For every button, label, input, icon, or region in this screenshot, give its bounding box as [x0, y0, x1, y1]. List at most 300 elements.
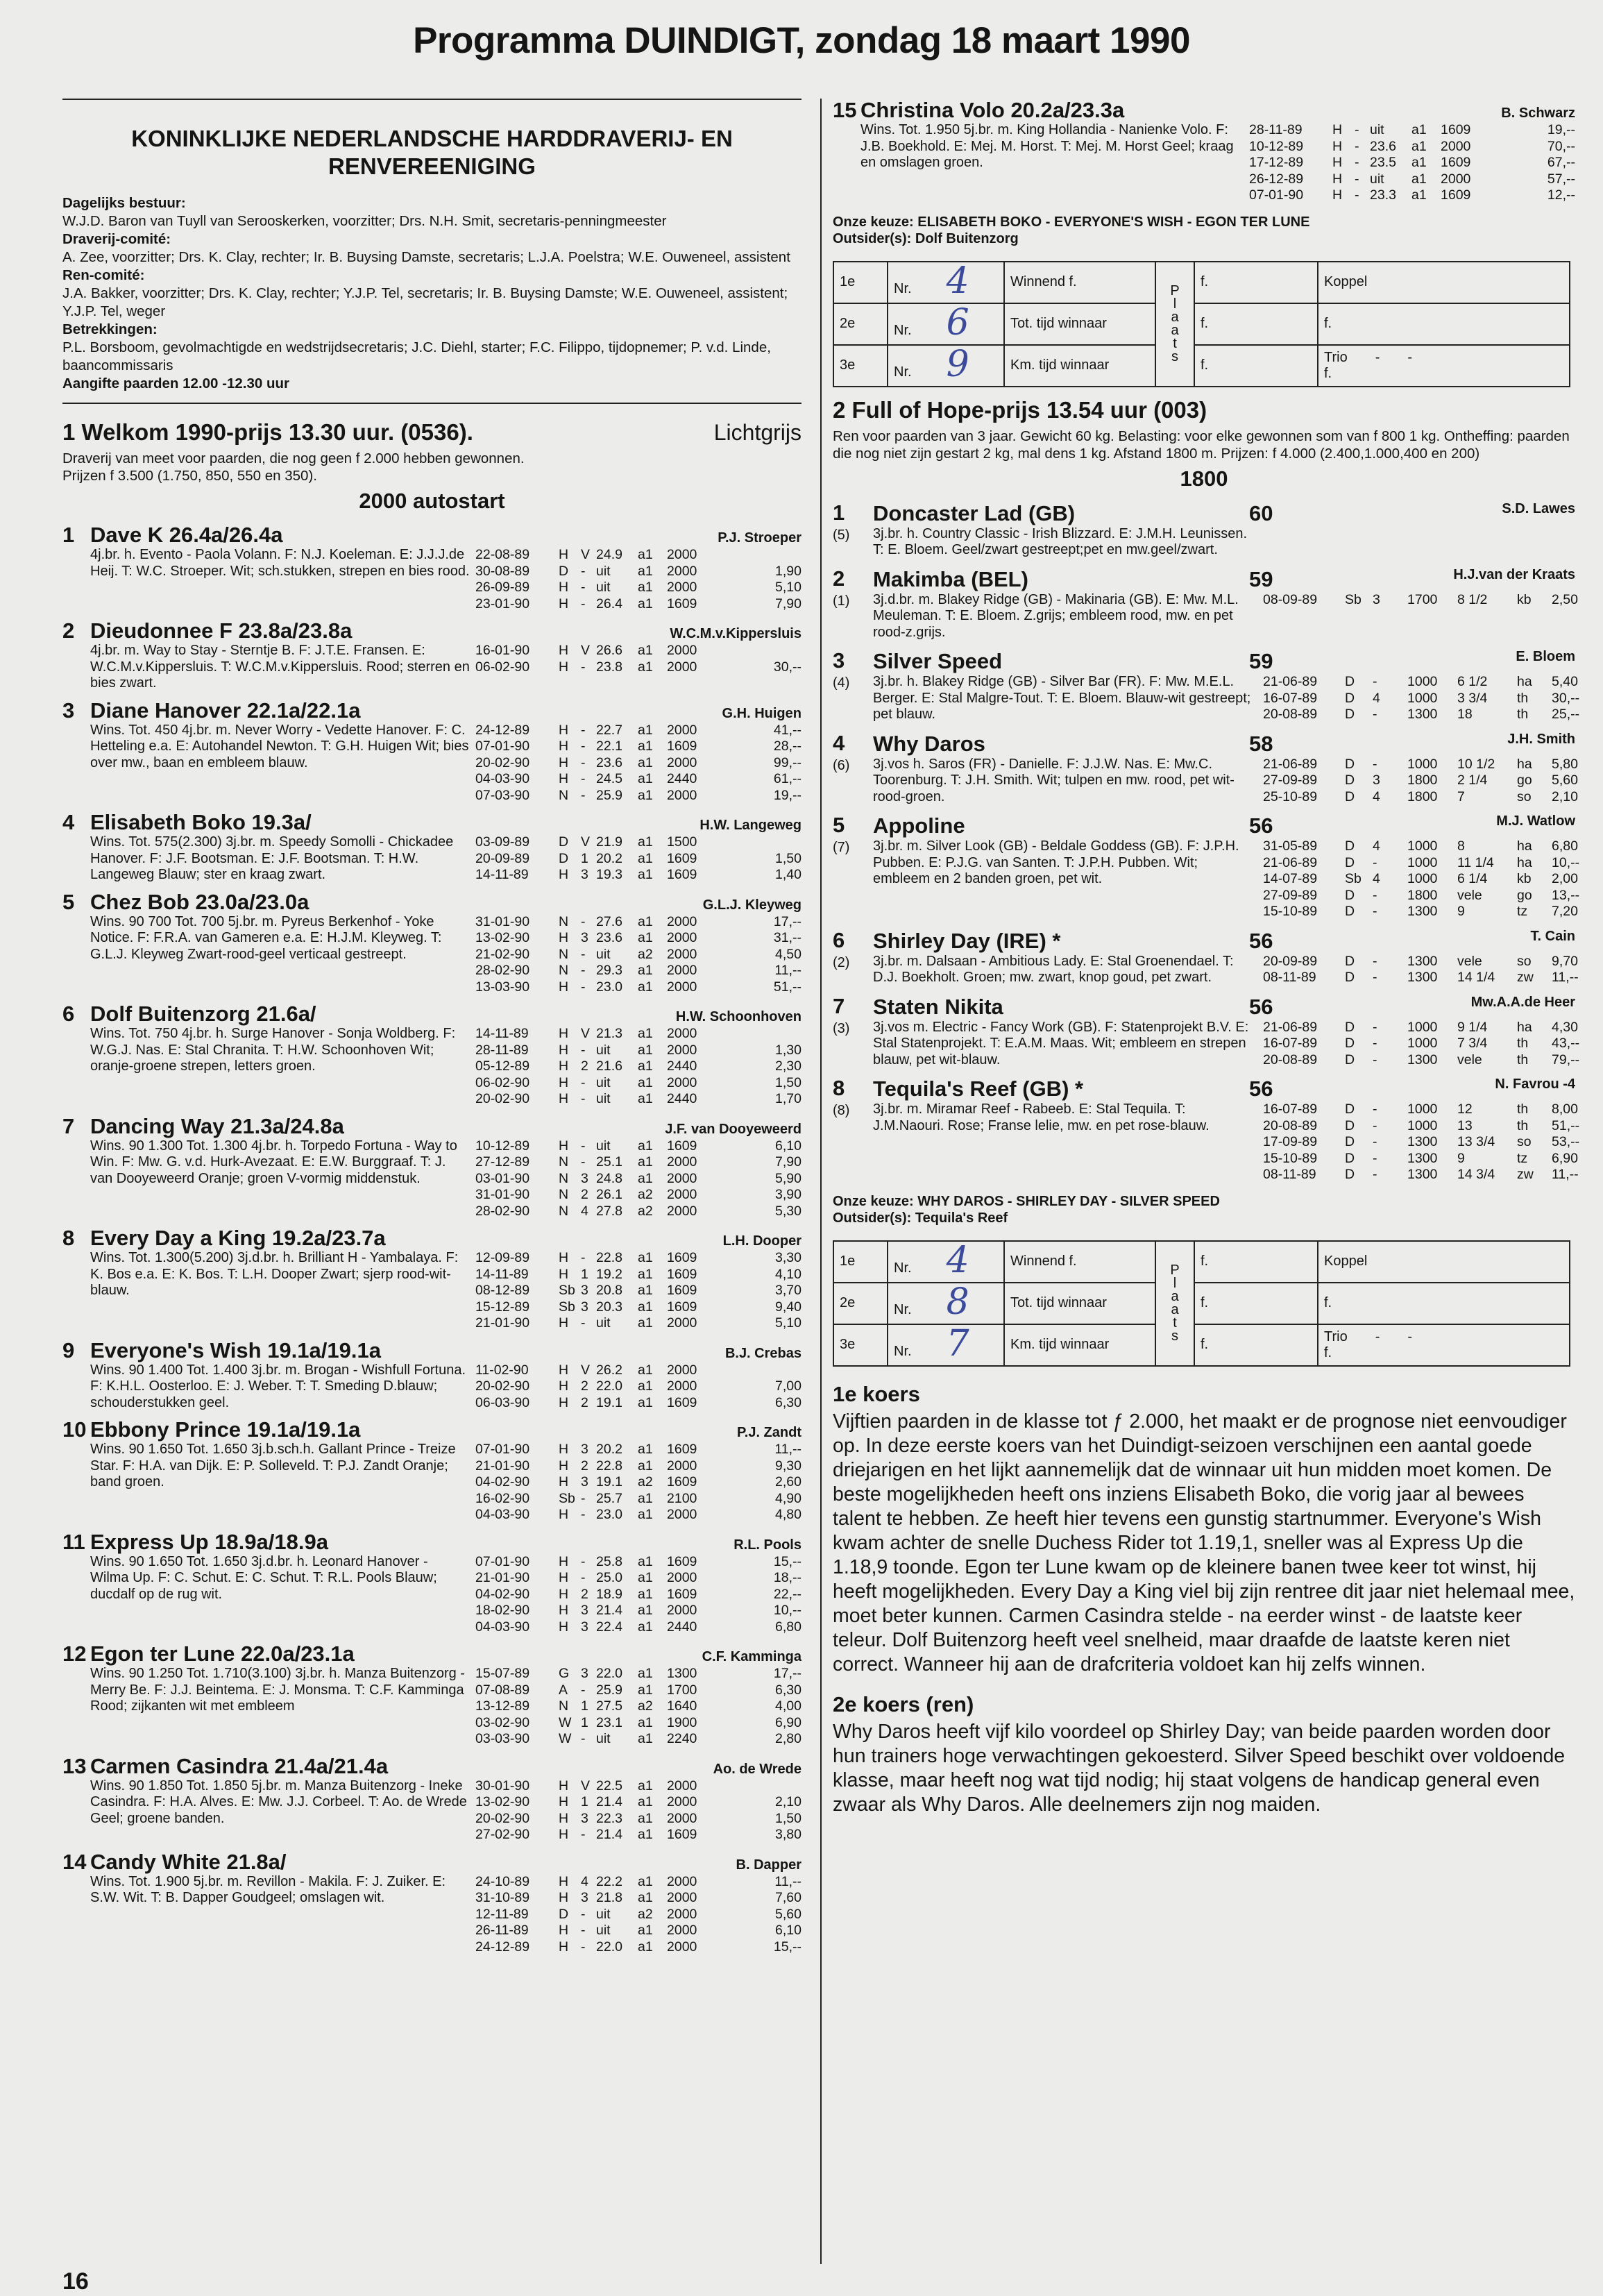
extra-cell — [1318, 1283, 1570, 1324]
result-cell: H — [559, 1026, 569, 1041]
plaats-letter: a — [1171, 1301, 1179, 1317]
place-cell: 1e — [833, 1241, 888, 1283]
result-cell: 22.2 — [596, 1873, 622, 1889]
result-cell: H — [559, 1794, 569, 1809]
result-cell: a1 — [638, 1619, 653, 1635]
result-cell: 1000 — [1407, 854, 1438, 870]
result-cell: a2 — [638, 1906, 653, 1922]
trio-dash: - — [1407, 349, 1413, 365]
weight: 56 — [1249, 928, 1273, 953]
result-cell: 1000 — [1407, 756, 1438, 772]
result-cell: - — [581, 1923, 586, 1938]
horse-info: 3j.d.br. m. Blakey Ridge (GB) - Makinaria (GB). E: Mw. M.L. Meuleman. T: E. Bloem. Z.grijs; embleem rood, mw. en pet rood-z.grijs. — [873, 591, 1239, 640]
result-cell: a1 — [638, 1923, 653, 1938]
result-cell: ha — [1517, 756, 1532, 772]
result-cell: 27-02-90 — [475, 1827, 530, 1842]
trio-line — [1324, 350, 1563, 366]
race1-outsider: Outsider(s): Dolf Buitenzorg — [833, 230, 1019, 246]
plaats-letter: s — [1171, 348, 1178, 364]
result-cell: a1 — [638, 1939, 653, 1955]
result-cell: uit — [596, 580, 611, 595]
result-cell: a1 — [638, 1026, 653, 1041]
result-row — [475, 1666, 802, 1682]
entry-main — [90, 523, 802, 612]
result-cell: 2000 — [667, 963, 697, 978]
result-cell: 26.1 — [596, 1187, 622, 1202]
result-cell: 1609 — [667, 1138, 697, 1154]
result-cell: 16-07-89 — [1263, 1101, 1318, 1117]
result-cell: 6,10 — [775, 1138, 802, 1154]
result-cell: 1300 — [1407, 1167, 1438, 1182]
result-cell: a1 — [638, 1074, 653, 1090]
trainer-name: C.F. Kamminga — [702, 1649, 802, 1664]
result-row — [475, 1187, 802, 1204]
result-cell: uit — [596, 563, 611, 579]
horse-info: Wins. Tot. 1.300(5.200) 3j.d.br. h. Brilliant H - Yambalaya. F: K. Bos e.a. E: K. Bos. T: L.H. Dooper Zwart; sjerp rood-wit-blauw. — [90, 1250, 459, 1298]
result-cell: 1800 — [1407, 887, 1438, 903]
result-cell: a1 — [638, 1378, 653, 1394]
form-results — [475, 1778, 802, 1843]
result-row — [475, 1283, 802, 1299]
draw-number: (7) — [833, 840, 850, 855]
result-cell: - — [1373, 707, 1377, 722]
result-cell: 20.8 — [596, 1283, 622, 1298]
result-cell: 22.0 — [596, 1666, 622, 1681]
result-cell: 1609 — [667, 596, 697, 611]
result-cell: 16-07-89 — [1263, 690, 1318, 706]
result-cell: 3 — [1373, 591, 1380, 607]
result-cell: 3 — [581, 1666, 588, 1681]
result-cell: a2 — [638, 1698, 653, 1714]
entry-number: 15 — [833, 98, 857, 122]
entry-head — [90, 890, 802, 914]
result-cell: 5,60 — [1552, 773, 1578, 788]
result-row — [475, 1939, 802, 1956]
result-cell: 1609 — [667, 867, 697, 882]
result-cell: so — [1517, 953, 1532, 969]
result-cell: - — [1373, 887, 1377, 903]
result-cell: - — [581, 1939, 586, 1955]
result-cell: 3 — [581, 930, 588, 945]
result-cell: 14-07-89 — [1263, 871, 1318, 886]
race1-pick: Onze keuze: ELISABETH BOKO - EVERYONE'S WISH - EGON TER LUNE — [833, 214, 1310, 230]
result-cell: 31-01-90 — [475, 913, 530, 929]
result-cell: - — [1373, 854, 1377, 870]
result-cell: a1 — [638, 1714, 653, 1730]
race-entry — [833, 566, 1578, 641]
result-cell: 1300 — [1407, 970, 1438, 985]
result-cell: H — [559, 1362, 569, 1378]
result-cell: 1,70 — [775, 1091, 802, 1106]
result-cell: 08-09-89 — [1263, 591, 1318, 607]
result-cell: N — [559, 963, 569, 978]
result-cell: a1 — [638, 1058, 653, 1074]
entry-body — [90, 643, 802, 692]
result-row — [1263, 1101, 1578, 1118]
result-row — [475, 547, 802, 564]
result-cell: 1 — [581, 1794, 588, 1809]
result-row — [475, 1731, 802, 1748]
result-cell: 12-09-89 — [475, 1250, 530, 1265]
trainer-name: T. Cain — [1530, 928, 1575, 944]
horse-info: Wins. Tot. 450 4j.br. m. Never Worry - Vedette Hanover. F: C. Hetteling e.a. E: Autohandel Newton. T: G.H. Huigen Wit; bies over mw., baan en embleem blauw. — [90, 722, 469, 770]
result-cell: a1 — [1411, 187, 1427, 203]
result-cell: 04-02-90 — [475, 1586, 530, 1602]
result-row — [1263, 871, 1578, 888]
result-cell: 2000 — [667, 913, 697, 929]
entry-main — [90, 1642, 802, 1748]
result-cell: 2000 — [667, 1187, 697, 1202]
result-row — [475, 643, 802, 659]
result-cell: - — [581, 1154, 586, 1170]
result-cell: 2000 — [667, 930, 697, 945]
result-cell: 5,80 — [1552, 756, 1578, 772]
result-label: Tot. tijd winnaar — [1004, 1283, 1155, 1324]
result-cell: Sb — [559, 1283, 575, 1298]
result-cell: 08-12-89 — [475, 1283, 530, 1298]
org-name: KONINKLIJKE NEDERLANDSCHE HARDDRAVERIJ- EN RENVEREENIGING — [131, 126, 733, 179]
horse-info: Wins. Tot. 1.950 5j.br. m. King Hollandia - Nanienke Volo. F: J.B. Boekhold. E: Mej. M. Horst. T: Mej. M. Horst Geel; kraag en omslagen groen. — [860, 122, 1234, 170]
race1-continued — [833, 99, 1575, 204]
race-entry — [62, 1339, 802, 1412]
result-cell: 18-02-90 — [475, 1603, 530, 1618]
result-cell: - — [581, 963, 586, 978]
result-cell: 3 3/4 — [1457, 690, 1488, 706]
result-cell: 11 1/4 — [1457, 854, 1494, 870]
race-entry — [62, 523, 802, 612]
result-row — [1263, 904, 1578, 920]
result-cell: 1609 — [1441, 122, 1471, 137]
plaats-label — [1155, 262, 1194, 387]
result-cell: 2000 — [667, 659, 697, 675]
race-entry — [833, 730, 1578, 806]
entry-body — [90, 1874, 802, 1956]
entry-head — [90, 1226, 802, 1250]
race1-distance: 2000 autostart — [359, 489, 505, 513]
result-cell: 19.3 — [596, 867, 622, 882]
result-cell: 16-02-90 — [475, 1490, 530, 1506]
result-cell: H — [1332, 171, 1343, 187]
amount-cell: f. — [1194, 1241, 1318, 1283]
result-cell: a1 — [638, 1042, 653, 1058]
entry-main — [90, 1418, 802, 1523]
result-label: Km. tijd winnaar — [1004, 1324, 1155, 1366]
result-cell: 57,-- — [1547, 171, 1575, 187]
result-cell: N — [559, 1698, 569, 1714]
plaats-letter: a — [1171, 309, 1179, 325]
result-cell: 18.9 — [596, 1586, 622, 1602]
result-cell: 2 1/4 — [1457, 773, 1488, 788]
result-cell: a1 — [638, 1315, 653, 1331]
result-cell: H — [559, 1458, 569, 1474]
entry-body — [90, 834, 802, 884]
result-cell: 03-01-90 — [475, 1170, 530, 1186]
entry-side — [833, 501, 873, 559]
result-cell: D — [1345, 690, 1355, 706]
result-cell: 27.6 — [596, 913, 622, 929]
result-cell — [713, 547, 802, 564]
result-cell: 6,10 — [775, 1923, 802, 1938]
result-cell: H — [559, 1873, 569, 1889]
trainer-name: M.J. Watlow — [1496, 813, 1575, 829]
trainer-name: P.J. Zandt — [737, 1425, 802, 1440]
weight: 58 — [1249, 731, 1273, 756]
race2-title: 2 Full of Hope-prijs 13.54 uur (003) — [833, 396, 1207, 423]
result-row — [475, 1474, 802, 1491]
result-cell: 11,-- — [774, 963, 802, 978]
result-cell: a1 — [638, 913, 653, 929]
result-cell: V — [581, 1778, 591, 1793]
result-cell: 14-11-89 — [475, 867, 529, 882]
result-row — [475, 1907, 802, 1923]
result-row — [475, 914, 802, 931]
entry-body — [90, 1554, 802, 1636]
org-block-label: Betrekkingen: — [62, 321, 158, 337]
result-cell: 6 1/4 — [1457, 871, 1488, 886]
race2-header — [833, 397, 1575, 423]
result-cell: kb — [1517, 591, 1532, 607]
koppel-label: Koppel — [1324, 1253, 1368, 1269]
result-cell: 29.3 — [596, 963, 622, 978]
result-cell: 13-12-89 — [475, 1698, 530, 1714]
result-cell: 24.8 — [596, 1170, 622, 1186]
entry-number: 5 — [833, 813, 845, 837]
result-cell: 2440 — [667, 1058, 697, 1074]
result-cell: 3 — [581, 1442, 588, 1457]
result-cell: vele — [1457, 887, 1482, 903]
trio-amount: f. — [1324, 1344, 1332, 1360]
result-cell: 5,10 — [775, 580, 802, 595]
race-entry — [62, 811, 802, 884]
result-cell: - — [1373, 953, 1377, 969]
result-cell: 1609 — [667, 850, 697, 866]
result-cell: N — [559, 1154, 569, 1170]
result-cell: 1000 — [1407, 674, 1438, 689]
result-cell: H — [559, 596, 569, 611]
horse-name: Doncaster Lad (GB) — [873, 500, 1076, 525]
race2-pick: Onze keuze: WHY DAROS - SHIRLEY DAY - SILVER SPEED — [833, 1193, 1220, 1209]
result-cell: - — [581, 1507, 586, 1522]
result-cell: 25-10-89 — [1263, 788, 1318, 804]
entry-side — [833, 813, 873, 920]
result-cell: 2,60 — [775, 1474, 802, 1489]
result-cell: - — [581, 1570, 586, 1585]
result-cell: 2000 — [667, 643, 697, 658]
result-row — [1263, 838, 1578, 855]
result-cell: a1 — [638, 1873, 653, 1889]
result-cell: H — [559, 1553, 569, 1569]
nr-label: Nr. — [894, 281, 912, 296]
result-cell: 25.1 — [596, 1154, 622, 1170]
result-cell: uit — [596, 1315, 611, 1331]
entry-head — [90, 699, 802, 723]
place-cell: 1e — [833, 262, 888, 303]
result-cell: 04-03-90 — [475, 1507, 530, 1522]
weight: 56 — [1249, 813, 1273, 838]
result-cell: 12 — [1457, 1101, 1473, 1117]
entry-number: 2 — [833, 566, 845, 591]
race-entry — [833, 648, 1580, 723]
entry-head — [873, 929, 1575, 954]
result-cell: 2000 — [667, 1570, 697, 1585]
result-cell: - — [581, 1682, 586, 1698]
result-cell: 27-09-89 — [1263, 773, 1318, 788]
horse-info: Wins. 90 1.400 Tot. 1.400 3j.br. m. Brogan - Wishfull Fortuna. F: K.H.L. Oosterloo. E: J. Weber. T: T. Smeding D.blauw; schouderstukken geel. — [90, 1362, 466, 1410]
result-cell: V — [581, 1362, 591, 1378]
result-cell: 2 — [581, 1378, 588, 1394]
entry-main — [873, 813, 1580, 920]
result-cell: tz — [1517, 904, 1528, 919]
result-cell: G — [559, 1666, 570, 1681]
form-results — [475, 1362, 802, 1412]
result-cell: 11-02-90 — [475, 1362, 529, 1378]
nr-label: Nr. — [894, 1302, 912, 1317]
result-cell: uit — [596, 1906, 611, 1922]
race2-outsider: Outsider(s): Tequila's Reef — [833, 1210, 1008, 1226]
weight-trainer — [1249, 929, 1575, 954]
result-cell: 19.1 — [596, 1474, 622, 1489]
race2-keuze — [833, 1193, 1575, 1226]
nr-cell — [888, 303, 1004, 345]
result-cell: uit — [1370, 122, 1384, 137]
result-cell: a1 — [1411, 155, 1427, 170]
org-block-label: Ren-comité: — [62, 267, 145, 283]
form-results — [475, 1666, 802, 1748]
result-cell: zw — [1517, 970, 1534, 985]
result-cell: a1 — [638, 1362, 653, 1378]
result-cell: 10 1/2 — [1457, 756, 1495, 772]
horse-name: Tequila's Reef (GB) * — [873, 1077, 1084, 1101]
result-cell: - — [581, 771, 586, 786]
result-cell: H — [559, 722, 569, 738]
result-cell: 3,90 — [775, 1187, 802, 1202]
result-cell: D — [1345, 1117, 1355, 1133]
result-cell: H — [559, 1091, 569, 1106]
result-cell: 25.9 — [596, 787, 622, 803]
result-cell: 22.0 — [596, 1939, 622, 1955]
horse-name: Elisabeth Boko 19.3a/ — [90, 810, 312, 834]
result-row — [475, 1299, 802, 1316]
weight-trainer — [1249, 732, 1575, 757]
result-cell: 31-10-89 — [475, 1890, 530, 1905]
plaats-letter: P — [1170, 282, 1180, 298]
draw-number: (6) — [833, 757, 850, 773]
result-cell: N — [559, 1187, 569, 1202]
result-cell: 04-03-90 — [475, 771, 530, 786]
result-cell: 24-12-89 — [475, 1939, 530, 1955]
result-cell: - — [1355, 171, 1359, 187]
result-cell: a1 — [1411, 138, 1427, 154]
trainer-name: P.J. Stroeper — [718, 530, 802, 546]
result-cell: 2000 — [667, 1939, 697, 1955]
result-cell: 14 3/4 — [1457, 1167, 1495, 1182]
result-row — [475, 1874, 802, 1891]
horse-info: 3j.br. h. Country Classic - Irish Blizzard. E: J.M.H. Leunissen. T: E. Bloem. Geel/zwart gestreept;pet en mw.geel/zwart. — [873, 525, 1248, 557]
result-cell: 19.1 — [596, 1394, 622, 1410]
result-cell: a1 — [638, 930, 653, 945]
entry-number: 1 — [833, 500, 845, 525]
result-cell: 9,30 — [775, 1458, 802, 1474]
handwritten-number: 9 — [946, 344, 969, 385]
entry-main — [873, 731, 1578, 806]
result-cell: th — [1517, 1036, 1529, 1051]
result-cell: a1 — [638, 1731, 653, 1746]
extra-cell — [1318, 345, 1570, 387]
result-cell: go — [1517, 887, 1532, 903]
result-cell: 18 — [1457, 707, 1473, 722]
result-cell: D — [1345, 1052, 1355, 1067]
form-results — [475, 1026, 802, 1108]
result-cell: - — [581, 1553, 586, 1569]
result-cell: H — [559, 1586, 569, 1602]
weight-trainer — [1249, 813, 1575, 838]
result-cell: 1300 — [1407, 1134, 1438, 1149]
result-cell: - — [581, 1906, 586, 1922]
result-cell: 23.6 — [596, 754, 622, 770]
horse-name: Carmen Casindra 21.4a/21.4a — [90, 1753, 389, 1778]
result-row — [475, 1058, 802, 1075]
result-cell: 21-06-89 — [1263, 674, 1318, 689]
nr-cell — [888, 1324, 1004, 1366]
result-cell: 28-02-90 — [475, 1203, 530, 1219]
result-cell: - — [581, 946, 586, 962]
horse-name: Dancing Way 21.3a/24.8a — [90, 1113, 344, 1138]
weight: 59 — [1249, 566, 1273, 591]
entry-body — [90, 1442, 802, 1523]
result-cell: a1 — [638, 1154, 653, 1170]
horse-name: Dolf Buitenzorg 21.6a/ — [90, 1002, 316, 1026]
result-cell: 20-09-89 — [1263, 953, 1318, 969]
result-cell: vele — [1457, 1052, 1482, 1067]
trio-dash: - — [1407, 1328, 1413, 1344]
result-cell: - — [1373, 1036, 1377, 1051]
result-cell: 2000 — [667, 1378, 697, 1394]
result-cell: 18,-- — [773, 1570, 802, 1585]
result-cell: 6,90 — [775, 1714, 802, 1730]
result-cell: 2440 — [667, 1619, 697, 1635]
weight-trainer — [1249, 1077, 1575, 1101]
trainer-name: H.W. Schoonhoven — [675, 1009, 802, 1024]
plaats-letter: a — [1171, 1288, 1179, 1304]
result-cell: 2000 — [667, 1873, 697, 1889]
result-cell: 4 — [1373, 838, 1380, 854]
result-row — [475, 867, 802, 884]
result-cell: H — [559, 1378, 569, 1394]
result-cell: 41,-- — [773, 722, 802, 738]
result-cell: 8 1/2 — [1457, 591, 1488, 607]
result-cell: a1 — [638, 563, 653, 579]
form-results — [475, 1138, 802, 1220]
horse-name: Shirley Day (IRE) * — [873, 928, 1061, 953]
result-cell: D — [559, 850, 569, 866]
result-cell: 3 — [581, 1603, 588, 1618]
extra-cell — [1318, 303, 1570, 345]
result-cell: Sb — [559, 1299, 575, 1315]
result-cell: 99,-- — [773, 754, 802, 770]
plaats-letter: l — [1173, 1275, 1177, 1291]
amount-cell: f. — [1194, 345, 1318, 387]
result-cell: 9 1/4 — [1457, 1019, 1488, 1035]
result-row — [1263, 707, 1580, 723]
result-cell: - — [581, 1731, 586, 1746]
result-cell: 2000 — [667, 1778, 697, 1793]
trainer-name: S.D. Lawes — [1502, 500, 1575, 516]
horse-info: 4j.br. m. Way to Stay - Sterntje B. F: J.T.E. Fransen. E: W.C.M.v.Kippersluis. T: W.C.M.v.Kippersluis. Rood; sterren en bies zwart. — [90, 643, 470, 691]
result-cell: ha — [1517, 1019, 1532, 1035]
result-cell: 26-12-89 — [1249, 171, 1304, 187]
entry-main — [90, 1339, 802, 1412]
result-cell: 2000 — [667, 1458, 697, 1474]
